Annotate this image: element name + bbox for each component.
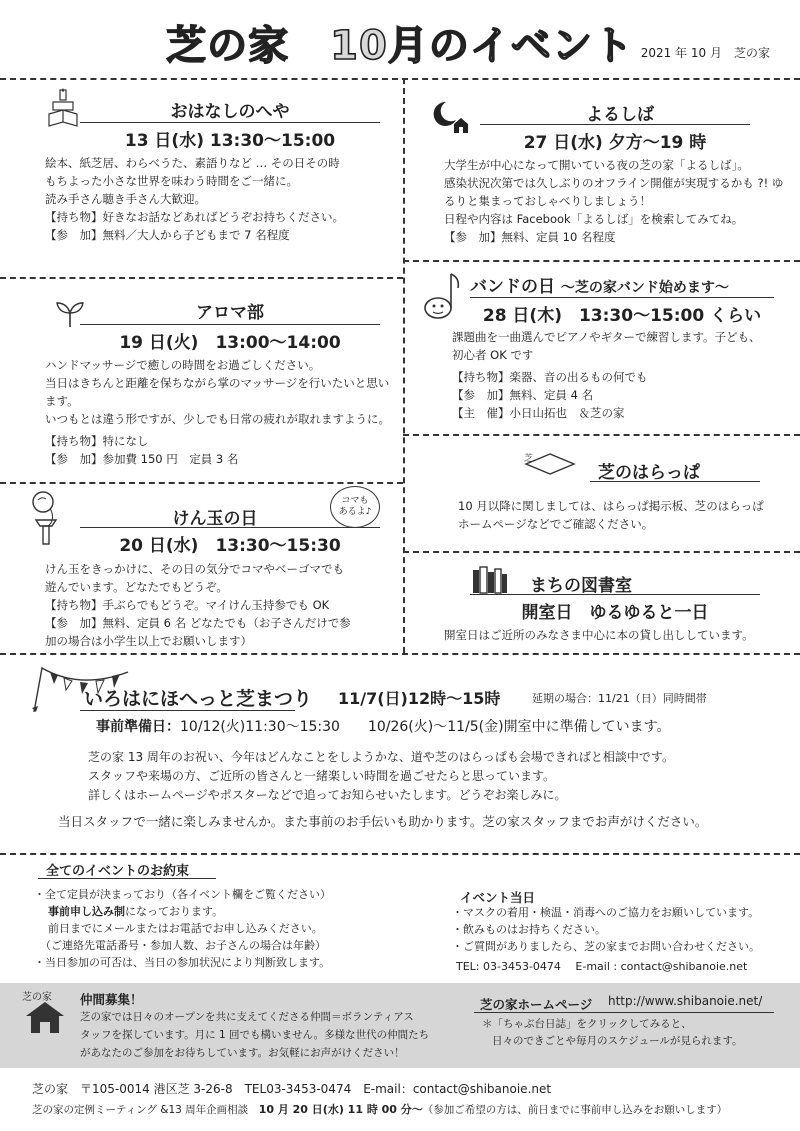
- divider: [0, 78, 800, 80]
- event-title-kendama: けん玉の日: [172, 509, 258, 529]
- house-logo-icon: [24, 1000, 66, 1034]
- title-underline: [590, 481, 760, 482]
- divider: [0, 482, 403, 484]
- event-time-band: 28 日(木) 13:30〜15:00 くらい: [470, 297, 774, 326]
- footer-meeting: 芝の家の定例ミーティング &13 周年企画相談 10 月 20 日(水) 11 時 00 分〜（参加ご希望の方は、前日までに事前申し込みをお願いします）: [32, 1103, 728, 1116]
- event-time-ohanashi: 13 日(水) 13:30〜15:00: [80, 122, 380, 151]
- recruit-body: 芝の家では日々のオープンを共に支えてくださる仲間＝ボランティアス タッフを探しています。月に 1 回でも構いません。多様な世代の仲間たち があなたのご参加をお待ちしています。お気軽にお声がけください！: [80, 1011, 430, 1059]
- event-time-aroma: 19 日(火) 13:00〜14:00: [80, 324, 380, 353]
- signboard-icon: [522, 450, 578, 476]
- homepage-underline: [474, 1012, 774, 1013]
- festival-prep: 事前準備日：10/12(火)11:30〜15:30 10/26(火)〜11/5(金)開室中に準備しています。: [96, 719, 671, 735]
- music-note-icon: [420, 270, 464, 322]
- books-icon: [472, 566, 508, 594]
- divider: [0, 853, 800, 855]
- divider: [403, 260, 800, 262]
- rules-body: ・全て定員が決まっており（各イベント欄をご覧ください） 事前申し込み制になっております。 前日までにメールまたはお電話でお申し込みください。 （ご連絡先電話番号・参加人数、お子さんの場合は年齢） ・当日参加の可否は、当日の参加状況により判断致します。: [34, 888, 331, 969]
- festival-rain-date: 延期の場合：11/21（日）同時間帯: [532, 692, 707, 705]
- festival-datetime: 11/7(日)12時〜15時: [338, 689, 501, 708]
- event-body-yorushiba: 大学生が中心になって開いている夜の芝の家「よるしば」。 感染状況次第では久しぶりのオフライン開催が実現するかも ?! ゆるりと集まっておしゃべりしましょう！ 日程や内容は Facebook「よるしば」を検索してみてね。 【参 加】無料、定員 10 名程度: [444, 158, 784, 244]
- homepage-title: 芝の家ホームページ: [480, 997, 593, 1012]
- divider: [0, 277, 403, 279]
- festival-staff-call: 当日スタッフで一緒に楽しみませんか。また事前のお手伝いも助かります。芝の家スタッフまでお声がけください。: [58, 814, 708, 829]
- event-time-yorushiba: 27 日(水) 夕方〜19 時: [480, 124, 750, 153]
- kendama-icon: [30, 490, 62, 546]
- homepage-body: ＊「ちゃぶ台日誌」をクリックしてみると、 日々のできごとや毎月のスケジュールが見られます。: [482, 1018, 743, 1047]
- divider: [0, 653, 800, 655]
- event-body-aroma: ハンドマッサージで癒しの時間をお過ごしください。 当日はきちんと距離を保ちながら掌のマッサージを行いたいと思います。 いつもとは違う形ですが、少しでも日常の疲れが取れますように。 【持ち物】特になし 【参 加】参加費 150 円 定員 3 名: [45, 358, 390, 466]
- event-body-band: 課題曲を一曲選んでピアノやギターで練習します。子ども、 初心者 OK です 【持ち物】楽器、音の出るもの何でも 【参 加】無料、定員 4 名 【主 催】小日山拓也 ＆芝の家: [452, 330, 761, 420]
- event-title-band: バンドの日 〜芝の家バンド始めます〜: [470, 277, 729, 297]
- moon-house-icon: [432, 100, 472, 134]
- event-body-kendama: けん玉をきっかけに、その日の気分でコマやベーゴマでも 遊んでいます。どなたでもどうぞ。 【持ち物】手ぶらでもどうぞ。マイけん玉持参でも OK 【参 加】無料、定員 6 名 どなたでも（お子さんだけで参 加の場合は小学生以上でお願いします）: [45, 562, 351, 648]
- homepage-link[interactable]: http://www.shibanoie.net/: [608, 994, 763, 1008]
- festival-body: 芝の家 13 周年のお祝い、今年はどんなことをしようかな、道や芝のはらっぱも会場できればと相談中です。 スタッフや来場の方、ご近所の皆さんと一緒楽しい時間を過ごせたらと思っています。 詳しくはホームページやポスターなどで追ってお知らせいたします。どうぞお楽しみに。: [88, 750, 674, 802]
- page-title: 芝の家 10月のイベント: [166, 23, 634, 69]
- rules-title-underline: [38, 878, 216, 879]
- divider: [403, 434, 800, 436]
- event-time-library: 開室日 ゆるゆると一日: [470, 594, 760, 623]
- recruit-title: 仲間募集！: [80, 992, 143, 1007]
- event-title-harappa: 芝のはらっぱ: [598, 463, 700, 483]
- event-title-aroma: アロマ部: [196, 303, 264, 323]
- issue-date: 2021 年 10 月 芝の家: [640, 46, 770, 60]
- event-body-harappa: 10 月以降に関しましては、はらっぱ掲示板、芝のはらっぱ ホームページなどでご確認ください。: [458, 499, 764, 531]
- onday-body: ・マスクの着用・検温・消毒へのご協力をお願いしています。 ・飲みものはお持ちください。 ・ご質問がありましたら、芝の家までお問い合わせください。 TEL: 03-3453-0474 E-mail : contact@shibanoie.net: [452, 906, 760, 973]
- badge-bubble: コマも あるよ♪: [330, 486, 380, 528]
- event-title-library: まちの図書室: [530, 576, 632, 596]
- event-body-library: 開室日はご近所のみなさま中心に本の貸し出ししています。: [444, 628, 754, 642]
- divider: [403, 551, 800, 553]
- divider: [403, 78, 405, 653]
- event-body-ohanashi: 絵本、紙芝居、わらべうた、素語りなど … その日その時 もちよった小さな世界を味わう時間をご一緒に。 読み手さん聴き手さん大歓迎。 【持ち物】好きなお話などあればどうぞお持ちください。 【参 加】無料／大人から子どもまで 7 名程度: [45, 156, 344, 242]
- svg-text:芝: 芝: [524, 454, 534, 464]
- event-time-kendama: 20 日(水) 13:30〜15:30: [80, 527, 380, 556]
- book-candle-icon: [47, 88, 79, 128]
- event-title-ohanashi: おはなしのへや: [170, 102, 290, 122]
- festival-title: いろはにほへっと芝まつり: [84, 688, 313, 710]
- festival-title-underline: [80, 710, 295, 711]
- rules-title: 全てのイベントのお約束: [46, 864, 190, 879]
- logo-text: 芝の家: [22, 992, 52, 1003]
- event-title-yorushiba: よるしば: [586, 105, 654, 125]
- onday-title: イベント当日: [460, 890, 536, 905]
- footer-address: 芝の家 〒105-0014 港区芝 3-26-8 TEL03-3453-0474 E-mail：contact@shibanoie.net: [32, 1082, 552, 1096]
